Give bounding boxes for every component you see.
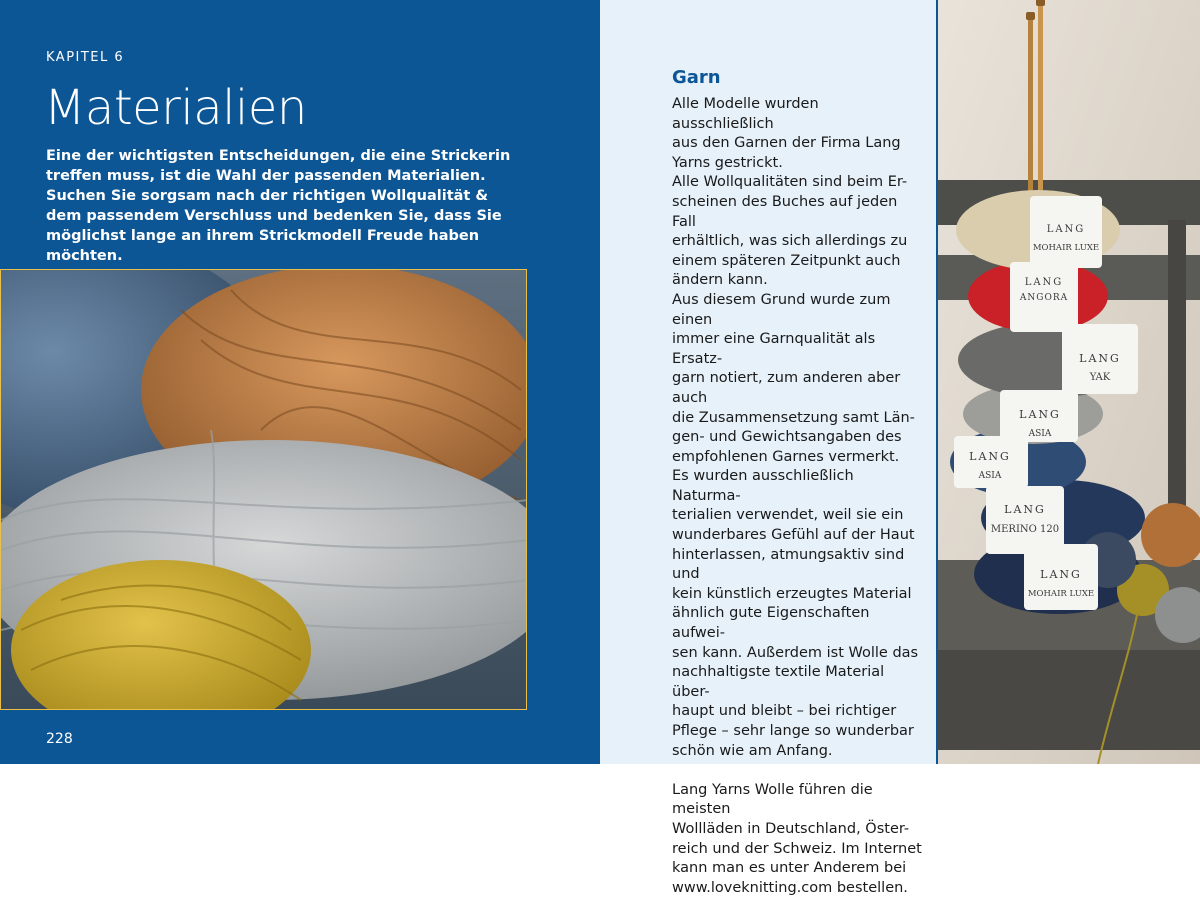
yarn-label-name: ANGORA	[1019, 293, 1069, 303]
body-paragraph: Alle Modelle wurden ausschließlich aus den Garnen der Firma Lang Yarns gestrickt. Alle Wollqualitäten sind beim Er- scheinen des Buches auf jeden Fall erhältlich, was sich allerdings zu einem späteren Zeitpunkt auch ändern kann. Aus diesem Grund wurde zum einen immer eine Garnqualität als Ersatz- garn notiert, zum anderen aber auch die Zusammensetzung samt Län- gen- und Gewichtsangaben des empfohlenen Garnes vermerkt. Es wurden ausschließlich Naturma- terialien verwendet, weil sie ein wunderbares Gefühl auf der Haut hinterlassen, atmungsaktiv sind und kein künstlich erzeugtes Material ähnlich gute Eigenschaften aufwei- sen kann. Außerdem ist Wolle das nachhaltigste textile Material über- haupt und bleibt – bei richtiger Pflege – sehr lange so wunderbar schön wie am Anfang. Lang Yarns Wolle führen die meisten Wollläden in Deutschland, Öster- reich und der Schweiz. Im Internet kann man es unter Anderem bei www.loveknitting.com bestellen.	[672, 96, 922, 896]
yarn-label-brand: LANG	[1019, 408, 1061, 421]
yarn-stack-illustration	[938, 0, 1200, 764]
yarn-label-brand: LANG	[969, 450, 1011, 463]
yarn-label-brand: LANG	[1040, 568, 1082, 581]
yarn-label-angora	[1010, 262, 1078, 332]
chapter-label: KAPITEL 6	[46, 50, 125, 65]
yarn-label-name: ASIA	[978, 471, 1002, 481]
yarn-stack-photo	[938, 0, 1200, 764]
yarn-label-mohair-luxe-bottom	[1024, 544, 1098, 610]
yarn-label-name: MERINO 120	[990, 524, 1060, 535]
yarn-skeins-photo	[0, 269, 527, 710]
yarn-label-name: MOHAIR LUXE	[1032, 243, 1100, 253]
left-page	[0, 0, 600, 764]
yarn-label-merino-120	[986, 486, 1064, 554]
right-page	[600, 0, 936, 896]
yarn-label-brand: LANG	[1079, 352, 1121, 365]
section-heading: Garn	[672, 67, 721, 88]
yarn-label-brand: LANG	[1004, 503, 1046, 516]
intro-paragraph: Eine der wichtigsten Entscheidungen, die eine Strickerin treffen muss, ist die Wahl der passenden Materialien. Suchen Sie sorgsam nach der richtigen Wollqualität & dem passendem Verschluss und bedenken Sie, dass Sie möglichst lange an ihrem Strickmodell Freude haben möchten.	[46, 148, 511, 264]
yarn-label-mohair-luxe	[1030, 196, 1102, 268]
yarn-label-brand: LANG	[1046, 224, 1086, 235]
yarn-label-yak	[1062, 324, 1138, 394]
yarn-label-brand: LANG	[1024, 277, 1064, 288]
yarn-label-name: YAK	[1089, 372, 1111, 383]
yarn-label-asia-top	[1000, 390, 1078, 442]
page-title: Materialien	[44, 80, 307, 136]
yarn-label-asia-bottom	[954, 436, 1028, 488]
page-number: 228	[46, 731, 73, 747]
yarn-skeins-illustration	[1, 270, 527, 710]
yarn-label-name: MOHAIR LUXE	[1027, 589, 1095, 599]
yarn-label-name: ASIA	[1028, 429, 1052, 439]
